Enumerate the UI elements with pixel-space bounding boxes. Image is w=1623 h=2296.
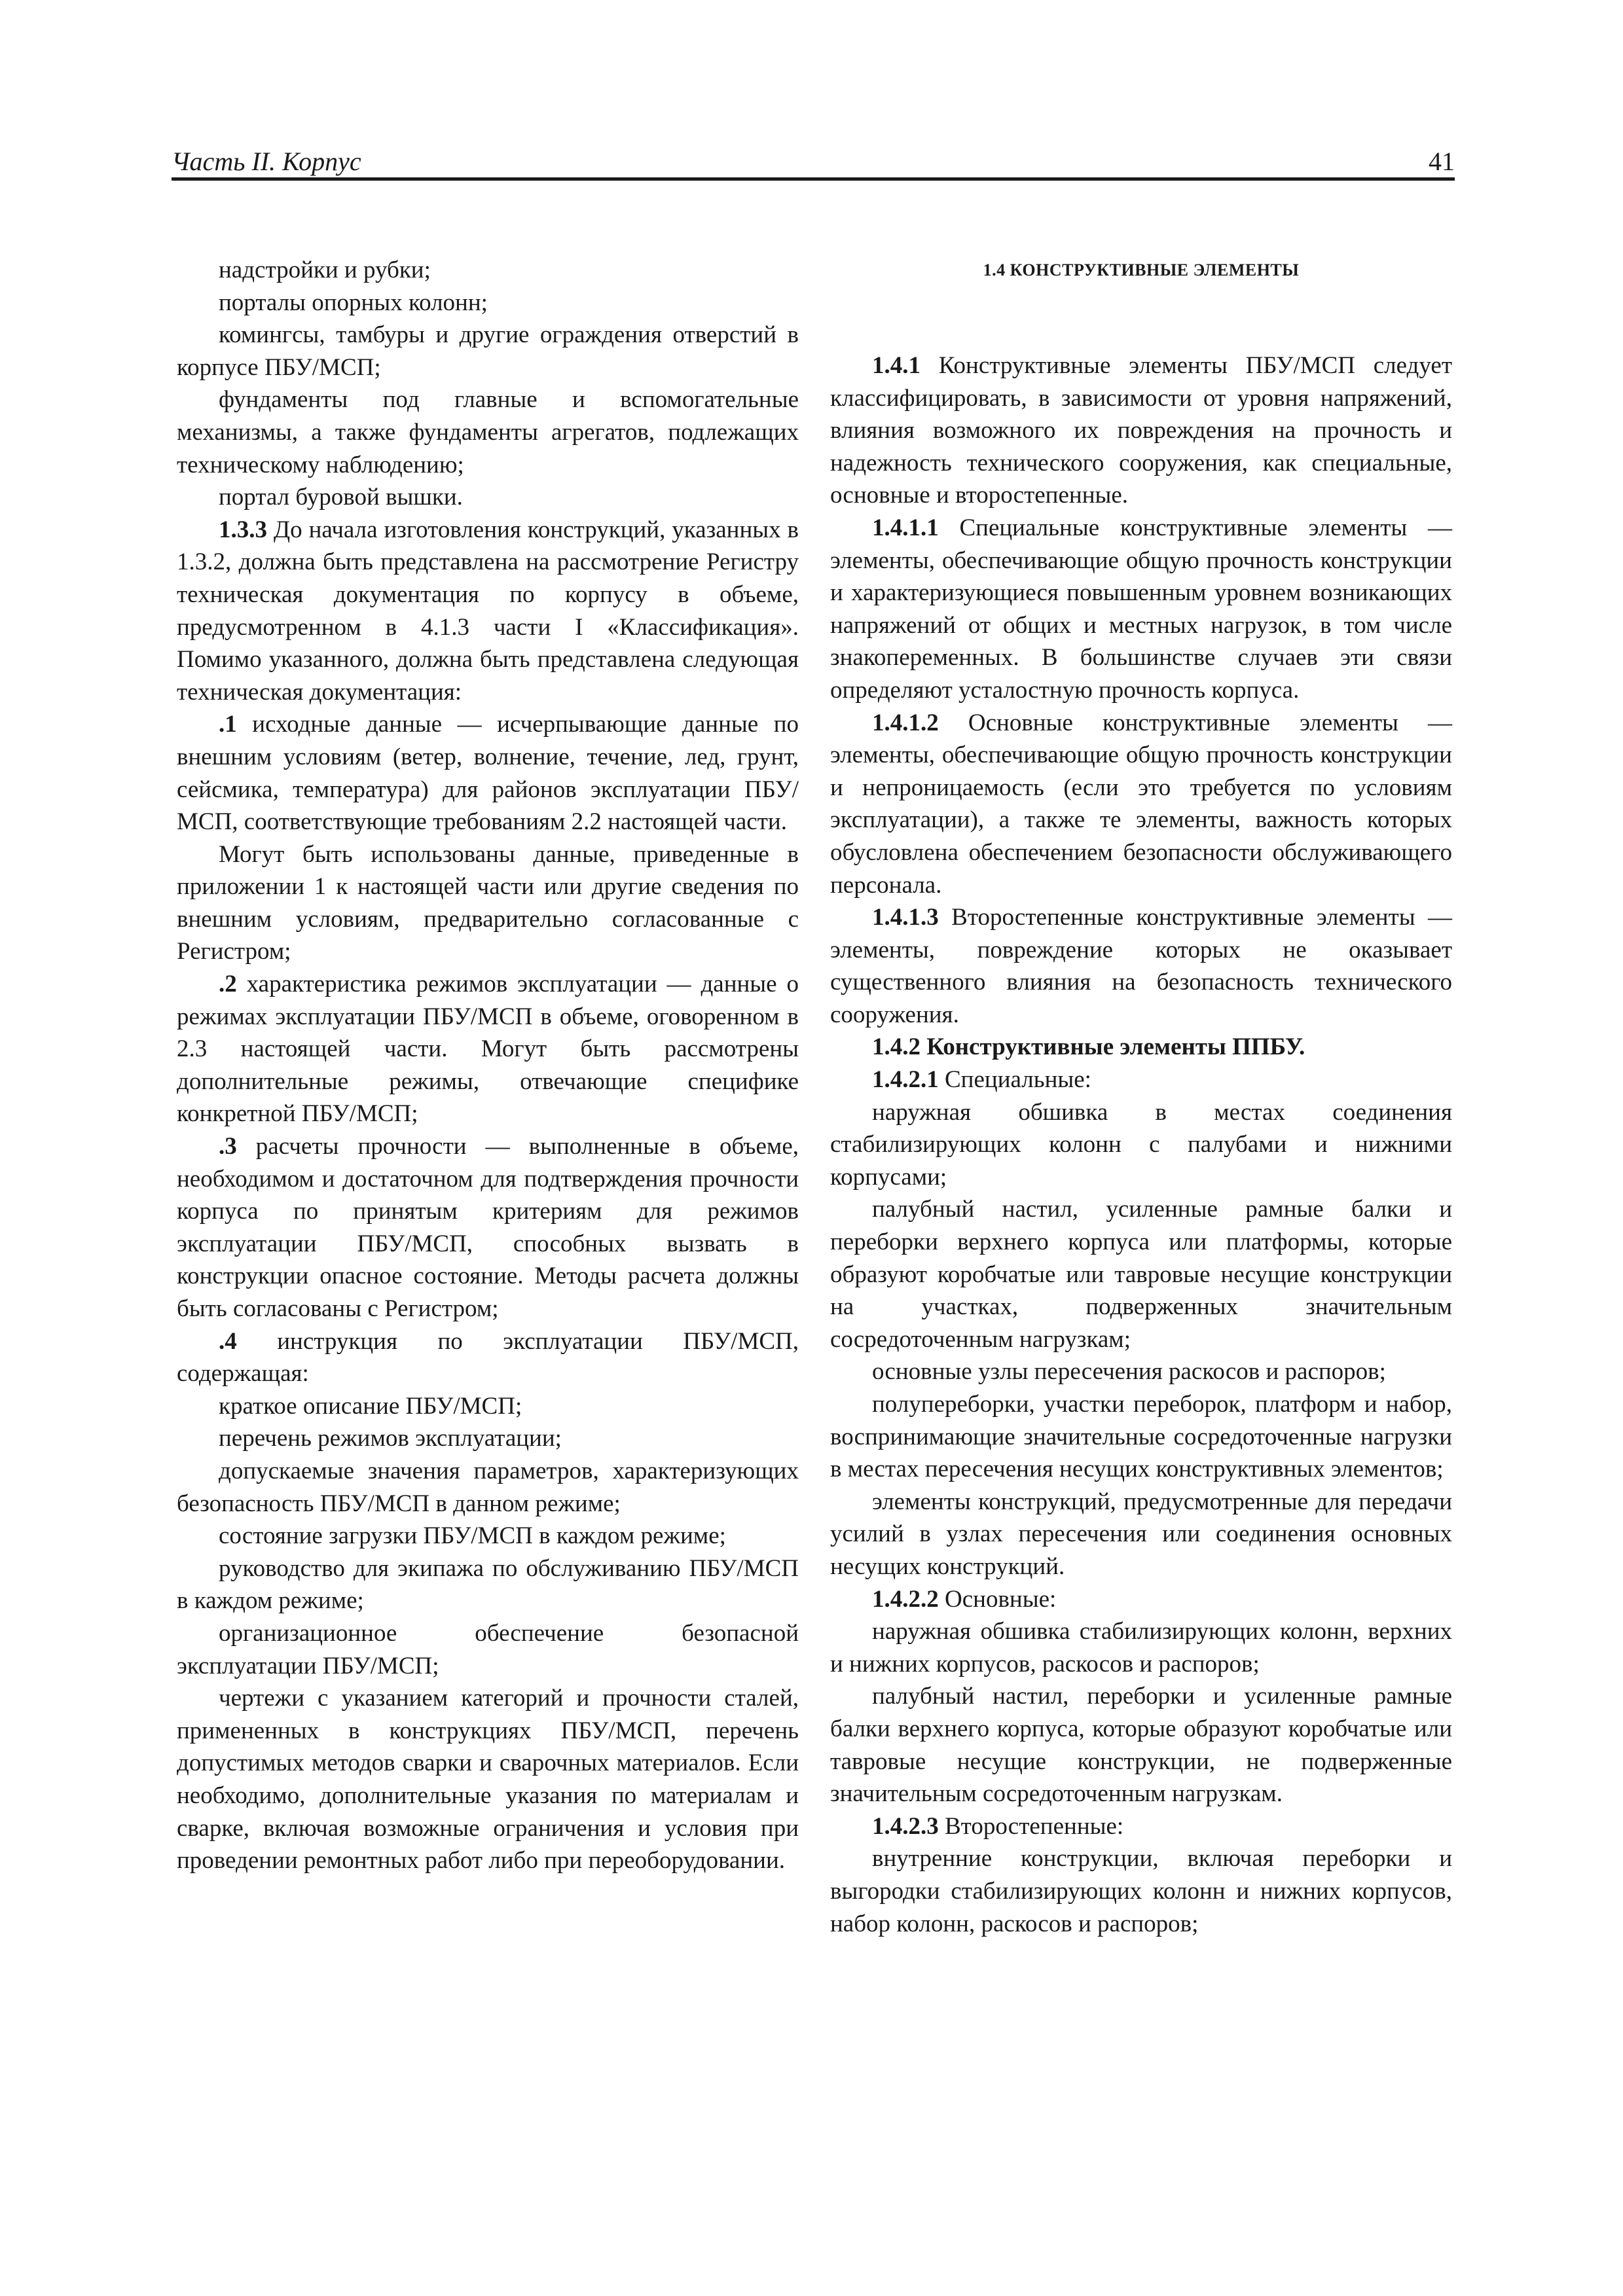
right-column — [830, 254, 1452, 1940]
clause-1-4-2-3 — [830, 1810, 1452, 1843]
paragraph: портал буровой вышки. — [219, 484, 463, 511]
clause-number: 1.4.2.2 — [872, 1585, 939, 1613]
clause-1-4-2 — [830, 1031, 1452, 1064]
clause-number: 1.3.3 — [219, 516, 267, 543]
list-item-2 — [177, 968, 799, 1130]
item-text: инструкция по эксплуатации ПБУ/МСП, содержащая: — [177, 1327, 799, 1388]
clause-text: Основные конструктивные элементы — элементы, обеспечивающие общую прочность конструкции и непроницаемость (если это требуется по условиям эксплуатации), а также те элементы, важность которых обусловлена обеспечением безопасности обслуживающего персонала. — [830, 709, 1452, 899]
paragraph: наружная обшивка стабилизирующих колонн, верхних и нижних корпусов, раскосов и распоров; — [830, 1618, 1452, 1677]
clause-text: Специальные конструктивные элементы — элементы, обеспечивающие общую прочность конструкции и характеризующиеся повышенным уровнем возникающих напряжений от общих и местных нагрузок, в том числе знакопеременных. В большинстве случаев эти связи определяют усталостную прочность корпуса. — [830, 514, 1452, 704]
paragraph: Могут быть использованы данные, приведенные в приложении 1 к настоящей части или другие сведения по внешним условиям, предварительно согласованные с Регистром; — [177, 840, 799, 965]
clause-1-4-2-2 — [830, 1583, 1452, 1616]
header-rule — [172, 177, 1455, 181]
clause-1-4-1 — [830, 350, 1452, 512]
paragraph: основные узлы пересечения раскосов и распоров; — [872, 1358, 1386, 1386]
item-text: характеристика режимов эксплуатации — данные о режимах эксплуатации ПБУ/МСП в объеме, оговоренном в 2.3 настоящей части. Могут быть рассмотрены дополнительные режимы, отвечающие специфике конкретной ПБУ/МСП; — [177, 971, 799, 1128]
paragraph: чертежи с указанием категорий и прочности сталей, примененных в конструкциях ПБУ/МСП, перечень допустимых методов сварки и сварочных материалов. Если необходимо, дополнительные указания по материалам и сварке, включая возможные ограничения и условия при проведении ремонтных работ либо при переоборудовании. — [177, 1685, 799, 1874]
paragraph: фундаменты под главные и вспомогательные механизмы, а также фундаменты агрегатов, подлежащих техническому наблюдению; — [177, 386, 799, 478]
paragraph: руководство для экипажа по обслуживанию ПБУ/МСП в каждом режиме; — [177, 1554, 799, 1615]
clause-1-4-1-2 — [830, 707, 1452, 902]
item-number: .1 — [219, 711, 237, 738]
clause-1-3-3 — [177, 514, 799, 709]
paragraph: состояние загрузки ПБУ/МСП в каждом режиме; — [219, 1522, 726, 1550]
left-column — [177, 254, 799, 1877]
clause-text: Второстепенные: — [938, 1812, 1124, 1840]
section-heading: 1.4 КОНСТРУКТИВНЫЕ ЭЛЕМЕНТЫ — [983, 260, 1300, 279]
clause-1-4-1-1 — [830, 512, 1452, 707]
clause-text: Основные: — [938, 1585, 1057, 1613]
clause-1-4-2-1 — [830, 1064, 1452, 1096]
page-header — [172, 145, 1455, 178]
paragraph: внутренние конструкции, включая переборки и выгородки стабилизирующих колонн и нижних корпусов, набор колонн, раскосов и распоров; — [830, 1845, 1452, 1937]
item-number: .4 — [219, 1327, 237, 1355]
paragraph: надстройки и рубки; — [219, 257, 431, 283]
spacer — [830, 287, 1452, 350]
paragraph: полупереборки, участки переборок, платформ и набор, воспринимающие значительные сосредоточенные нагрузки в местах пересечения несущих конструктивных элементов; — [830, 1391, 1452, 1483]
clause-1-4-1-3 — [830, 901, 1452, 1031]
clause-text: Второстепенные конструктивные элементы — элементы, повреждение которых не оказывает существенного влияния на безопасность технического сооружения. — [830, 904, 1452, 1028]
paragraph: организационное обеспечение безопасной эксплуатации ПБУ/МСП; — [177, 1619, 799, 1679]
clause-number: 1.4.1.1 — [872, 514, 939, 541]
list-item-4 — [177, 1325, 799, 1390]
clause-text: Конструктивные элементы ПБУ/МСП следует классифицировать, в зависимости от уровня напряжений, влияния возможного их повреждения на прочность и надежность технического сооружения, как специальные, основные и второстепенные. — [830, 352, 1452, 509]
clause-number: 1.4.2.3 — [872, 1812, 939, 1840]
clause-number: 1.4.1.3 — [872, 904, 939, 931]
item-text: расчеты прочности — выполненные в объеме, необходимом и достаточном для подтверждения прочности корпуса по принятым критериям для режимов эксплуатации ПБУ/МСП, способных вызвать в конструкции опасное состояние. Методы расчета должны быть согласованы с Регистром; — [177, 1133, 799, 1322]
paragraph: наружная обшивка в местах соединения стабилизирующих колонн с палубами и нижними корпусами; — [830, 1098, 1452, 1191]
paragraph: палубный настил, усиленные рамные балки и переборки верхнего корпуса или платформы, которые образуют коробчатые или тавровые несущие конструкции на участках, подверженных значительным сосредоточенным нагрузкам; — [830, 1196, 1452, 1353]
paragraph: элементы конструкций, предусмотренные для передачи усилий в узлах пересечения или соединения основных несущих конструкций. — [830, 1488, 1452, 1580]
paragraph: порталы опорных колонн; — [219, 289, 488, 316]
paragraph: допускаемые значения параметров, характеризующих безопасность ПБУ/МСП в данном режиме; — [177, 1457, 799, 1517]
list-item-3 — [177, 1130, 799, 1325]
item-text: исходные данные — исчерпывающие данные по внешним условиям (ветер, волнение, течение, лед, грунт, сейсмика, температура) для районов эксплуатации ПБУ/МСП, соответствующие требованиям 2.2 настоящей части. — [177, 711, 799, 836]
list-item-1 — [177, 708, 799, 838]
paragraph: краткое описание ПБУ/МСП; — [219, 1392, 522, 1420]
paragraph: комингсы, тамбуры и другие ограждения отверстий в корпусе ПБУ/МСП; — [177, 321, 799, 381]
item-number: .3 — [219, 1133, 237, 1160]
running-title: Часть II. Корпус — [172, 147, 361, 176]
clause-text: До начала изготовления конструкций, указанных в 1.3.2, должна быть представлена на рассмотрение Регистру техническая документация по корпусу в объеме, предусмотренном в 4.1.3 части I «Классификация». Помимо указанного, должна быть представлена следующая техническая документация: — [177, 516, 799, 706]
paragraph: перечень режимов эксплуатации; — [219, 1425, 562, 1452]
clause-number: 1.4.2.1 — [872, 1066, 939, 1094]
clause-heading: 1.4.2 Конструктивные элементы ППБУ. — [872, 1033, 1305, 1061]
item-number: .2 — [219, 971, 237, 998]
paragraph: палубный настил, переборки и усиленные рамные балки верхнего корпуса, которые образуют коробчатые или тавровые несущие конструкции, не подверженные значительным сосредоточенным нагрузкам. — [830, 1683, 1452, 1808]
page-number: 41 — [1429, 147, 1455, 176]
clause-text: Специальные: — [938, 1066, 1091, 1094]
clause-number: 1.4.1 — [872, 352, 921, 379]
clause-number: 1.4.1.2 — [872, 709, 939, 736]
